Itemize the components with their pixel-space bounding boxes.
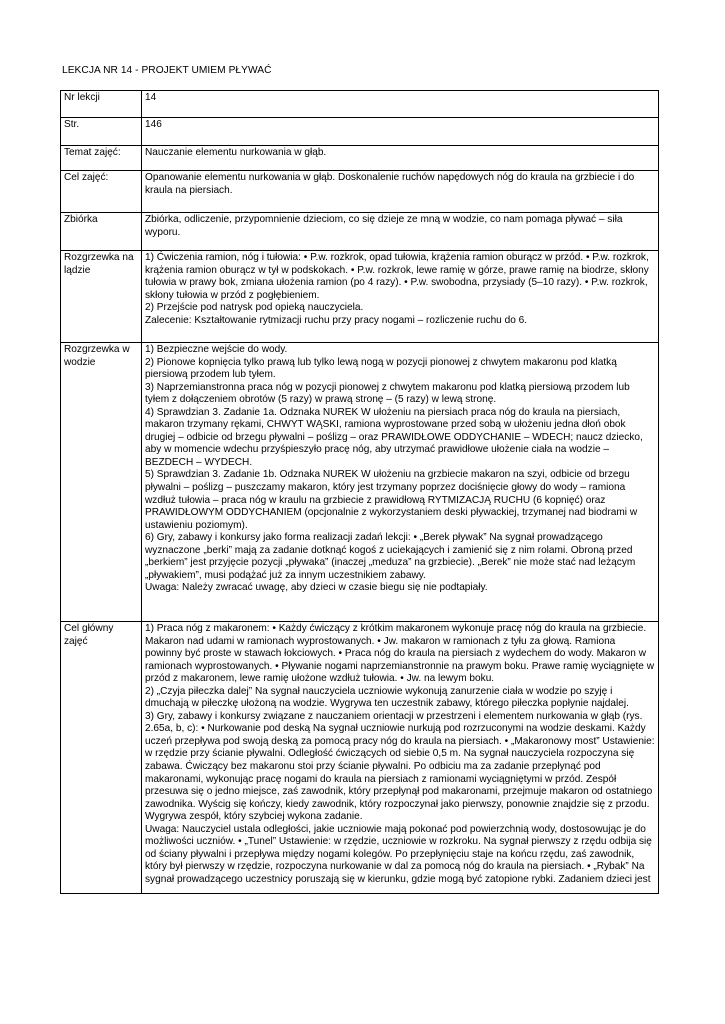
- row-content: Zbiórka, odliczenie, przypomnienie dzieciom, co się dzieje ze mną w wodzie, co nam pomaga pływać – siła wyporu.: [142, 213, 659, 251]
- row-content: 14: [142, 91, 659, 118]
- lesson-table: [60, 90, 659, 894]
- table-row-topic: [61, 146, 659, 171]
- row-label: Temat zajęć:: [61, 146, 142, 171]
- row-content: 1) Bezpieczne wejście do wody. 2) Pionowe kopnięcia tylko prawą lub tylko lewą nogą w pozycji pionowej z chwytem makaronu pod klatką piersiową przodem lub tyłem. 3) Naprzemianstronna praca nóg w pozycji pionowej z chwytem makaronu pod klatką piersiową przodem lub tyłem z dołączeniem obrotów (5 razy) w prawą stronę – (5 razy) w lewą stronę. 4) Sprawdzian 3. Zadanie 1a. Odznaka NUREK W ułożeniu na piersiach praca nóg do kraula na piersiach, makaron trzymany rękami, CHWYT WĄSKI, ramiona wyprostowane przed sobą w ułożeniu jedna dłoń obok drugiej – odbicie od brzegu pływalni – poślizg – oraz PRAWIDŁOWE ODDYCHANIE – WDECH; naucz dziecko, aby w momencie wdechu przyśpieszyło pracę nóg, aby utrzymać prawidłowe ułożenie ciała na wodzie – BEZDECH – WYDECH. 5) Sprawdzian 3. Zadanie 1b. Odznaka NUREK W ułożeniu na grzbiecie makaron na szyi, odbicie od brzegu pływalni – poślizg – puszczamy makaron, który jest trzymany poprzez dociśnięcie głowy do wody – ramiona wzdłuż tułowia – praca nóg w kraulu na grzbiecie z prawidłową RYTMIZACJĄ RUCHU (6 kopnięć) oraz PRAWIDŁOWYM ODDYCHANIEM (opcjonalnie z wykorzystaniem deski pływackiej, trzymanej nad biodrami w ustawieniu poziomym). 6) Gry, zabawy i konkursy jako forma realizacji zadań lekcji: • „Berek pływak” Na sygnał prowadzącego wyznaczone „berki” mają za zadanie dotknąć kogoś z uciekających i zamienić się z nim rolami. Obroną przed „berkiem” jest przyjęcie pozycji „pływaka” (inaczej „meduza” na grzbiecie). „Berek” nie może stać nad leżącym „pływakiem”, musi podążać już za innym uczestnikiem zabawy. Uwaga: Należy zwracać uwagę, aby dzieci w czasie biegu się nie podtapiały.: [142, 343, 659, 622]
- document-title: LEKCJA NR 14 - PROJEKT UMIEM PŁYWAĆ: [62, 65, 272, 76]
- row-content: 1) Praca nóg z makaronem: • Każdy ćwiczący z krótkim makaronem wykonuje pracę nóg do kraula na grzbiecie. Makaron nad udami w ramionach wyprostowanych. • Jw. makaron w ramionach z tyłu za głową. Ramiona powinny być proste w stawach łokciowych. • Praca nóg do kraula na piersiach z wydechem do wody. Makaron w ramionach wyprostowanych. • Pływanie nogami naprzemianstronnie na prawym boku. Prawe ramię wyciągnięte w przód z makaronem, lewe ramię ułożone wzdłuż tułowia. • Jw. na lewym boku. 2) „Czyja piłeczka dalej” Na sygnał nauczyciela uczniowie wykonują zanurzenie ciała w wodzie po szyję i dmuchają w piłeczkę ułożoną na wodzie. Wygrywa ten uczestnik zabawy, którego piłeczka popłynie najdalej. 3) Gry, zabawy i konkursy związane z nauczaniem orientacji w przestrzeni i elementem nurkowania w głąb (rys. 2.65a, b, c): • Nurkowanie pod deską Na sygnał uczniowie nurkują pod rozrzuconymi na wodzie deskami. Każdy uczeń przepływa pod swoją deską za pomocą pracy nóg do kraula na piersiach. • „Makaronowy most” Ustawienie: w rzędzie przy ścianie pływalni. Odległość ćwiczących od siebie 0,5 m. Na sygnał nauczyciela rozpoczyna się zabawa. Ćwiczący bez makaronu stoi przy ścianie pływalni. Po odbiciu ma za zadanie przepłynąć pod makaronami, wykonując pracę nogami do kraula na piersiach z ramionami wyciągniętymi w przód. Zespół przesuwa się o jedno miejsce, zaś zawodnik, który przepłynął pod makaronami, przejmuje makaron od ostatniego zawodnika. Wyścig się kończy, kiedy zawodnik, który rozpoczynał jako pierwszy, ponownie znajdzie się z przodu. Wygrywa zespół, który szybciej wykona zadanie. Uwaga: Nauczyciel ustala odległości, jakie uczniowie mają pokonać pod powierzchnią wody, dostosowując je do możliwości uczniów. • „Tunel” Ustawienie: w rzędzie, uczniowie w rozkroku. Na sygnał pierwszy z rzędu odbija się od ściany pływalni i przepływa między nogami kolegów. Po przepłynięciu staje na końcu rzędu, zaś zawodnik, który był pierwszy w rzędzie, rozpoczyna nurkowanie w dal za pomocą nóg do kraula na piersiach. • „Rybak” Na sygnał prowadzącego uczestnicy poruszają się w kierunku, gdzie mogą być zatopione rybki. Zadaniem dzieci jest: [142, 622, 659, 894]
- table-row-page: [61, 118, 659, 146]
- row-label: Nr lekcji: [61, 91, 142, 118]
- row-content: 146: [142, 118, 659, 146]
- row-label: Cel główny zajęć: [61, 622, 142, 894]
- table-row-main-goal: [61, 622, 659, 894]
- row-label: Cel zajęć:: [61, 171, 142, 213]
- table-row-lesson-number: [61, 91, 659, 118]
- row-content: Nauczanie elementu nurkowania w głąb.: [142, 146, 659, 171]
- row-label: Rozgrzewka na lądzie: [61, 251, 142, 343]
- row-label: Str.: [61, 118, 142, 146]
- table-row-land-warmup: [61, 251, 659, 343]
- row-label: Zbiórka: [61, 213, 142, 251]
- table-row-water-warmup: [61, 343, 659, 622]
- table-row-assembly: [61, 213, 659, 251]
- table-row-goal: [61, 171, 659, 213]
- row-content: Opanowanie elementu nurkowania w głąb. Doskonalenie ruchów napędowych nóg do kraula na grzbiecie i do kraula na piersiach.: [142, 171, 659, 213]
- row-content: 1) Ćwiczenia ramion, nóg i tułowia: • P.w. rozkrok, opad tułowia, krążenia ramion oburącz w przód. • P.w. rozkrok, krążenia ramion oburącz w tył w podskokach. • P.w. rozkrok, lewe ramię w górze, prawe ramię na biodrze, skłony tułowia w prawy bok, zmiana ułożenia ramion (po 4 razy). • P.w. swobodna, przysiady (5–10 razy). • P.w. rozkrok, skłony tułowia w przód z pogłębieniem. 2) Przejście pod natrysk pod opieką nauczyciela. Zalecenie: Kształtowanie rytmizacji ruchu przy pracy nogami – rozliczenie ruchu do 6.: [142, 251, 659, 343]
- row-label: Rozgrzewka w wodzie: [61, 343, 142, 622]
